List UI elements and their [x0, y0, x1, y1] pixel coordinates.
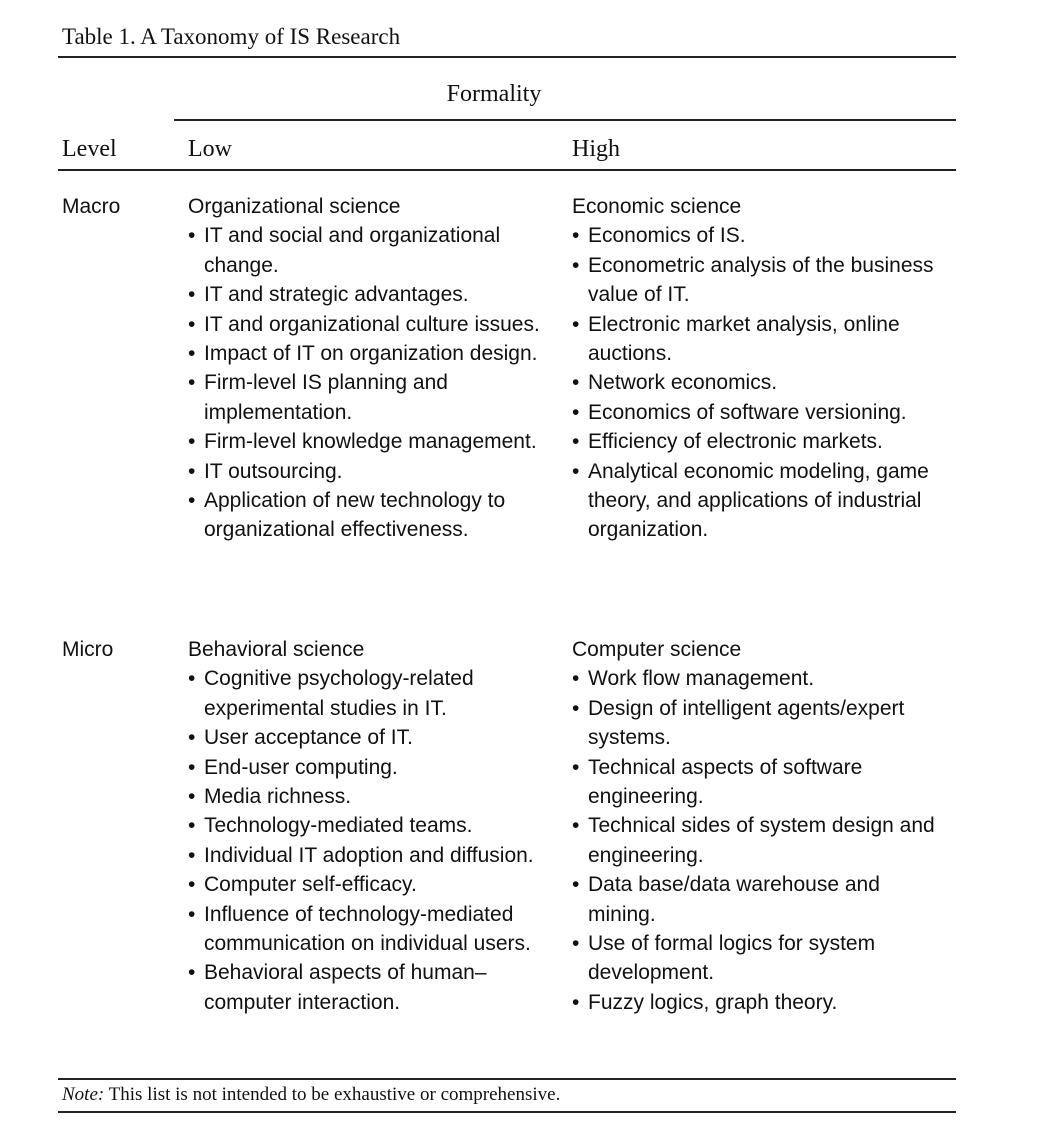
table-title: Table 1. A Taxonomy of IS Research — [62, 24, 401, 49]
bullet-icon: • — [572, 400, 580, 424]
bullet-icon: • — [572, 224, 580, 248]
list-item — [572, 753, 947, 812]
list-item — [188, 870, 560, 899]
bullet-icon: • — [188, 755, 196, 779]
cell-title: Economic science — [572, 195, 742, 218]
bullet-icon: • — [188, 667, 196, 691]
list-item — [188, 221, 558, 280]
bullet-icon: • — [188, 843, 196, 867]
bullet-icon: • — [188, 283, 196, 307]
list-item-text: Work flow management. — [588, 667, 815, 691]
table-note — [62, 1082, 560, 1108]
list-item-text: Analytical economic modeling, game theory, and applications of industrial organization. — [588, 459, 929, 542]
bullet-icon: • — [188, 489, 196, 513]
bullet-icon: • — [572, 990, 580, 1014]
list-item — [572, 694, 947, 753]
table-top-rule — [58, 56, 956, 58]
bullet-icon: • — [188, 785, 196, 809]
bullet-icon: • — [572, 371, 580, 395]
list-item-text: Application of new technology to organizational effectiveness. — [204, 489, 506, 542]
bullet-list — [188, 664, 560, 1017]
list-item-text: Cognitive psychology-related experimental studies in IT. — [204, 667, 474, 720]
bullet-icon: • — [188, 726, 196, 750]
bullet-icon: • — [572, 253, 580, 277]
list-item — [188, 958, 560, 1017]
list-item-text: Behavioral aspects of human–computer interaction. — [204, 961, 487, 1014]
list-item — [188, 310, 558, 339]
formality-header: Formality — [446, 81, 542, 107]
list-item — [188, 900, 560, 959]
list-item-text: User acceptance of IT. — [204, 726, 413, 750]
list-item-text: Network economics. — [588, 371, 778, 395]
bullet-icon: • — [188, 224, 196, 248]
bullet-icon: • — [572, 312, 580, 336]
bullet-icon: • — [572, 755, 580, 779]
list-item-text: Influence of technology-mediated communication on individual users. — [204, 902, 531, 956]
bullet-icon: • — [188, 312, 196, 336]
bullet-icon: • — [188, 873, 196, 897]
list-item — [572, 427, 947, 456]
bullet-icon: • — [188, 430, 196, 454]
list-item-text: Individual IT adoption and diffusion. — [204, 843, 534, 867]
list-item — [188, 841, 560, 870]
list-item — [572, 368, 947, 397]
list-item-text: Fuzzy logics, graph theory. — [588, 990, 838, 1014]
list-item-text: Design of intelligent agents/expert systems. — [588, 696, 905, 750]
list-item-text: Firm-level IS planning and implementation. — [204, 371, 448, 424]
cell-title: Computer science — [572, 638, 742, 661]
list-item-text: Media richness. — [204, 785, 352, 809]
list-item — [188, 280, 558, 309]
list-item — [572, 988, 947, 1017]
list-item — [188, 368, 558, 427]
bullet-icon: • — [188, 902, 196, 926]
list-item — [572, 811, 947, 870]
list-item-text: Computer self-efficacy. — [204, 873, 417, 897]
cell-micro-high — [572, 635, 947, 1017]
list-item — [188, 457, 558, 486]
list-item-text: Data base/data warehouse and mining. — [588, 873, 880, 926]
bullet-list — [572, 664, 947, 1017]
formality-rule — [174, 119, 956, 121]
header-rule — [58, 169, 956, 171]
note-rule — [58, 1111, 956, 1113]
list-item — [572, 664, 947, 693]
list-item-text: Technical sides of system design and engineering. — [588, 814, 935, 867]
bullet-icon: • — [572, 814, 580, 838]
list-item-text: Efficiency of electronic markets. — [588, 430, 883, 454]
list-item-text: IT and strategic advantages. — [204, 283, 469, 307]
bullet-icon: • — [572, 932, 580, 956]
cell-title: Organizational science — [188, 195, 401, 218]
low-column-header: Low — [188, 136, 232, 162]
list-item — [188, 753, 560, 782]
list-item-text: Econometric analysis of the business value of IT. — [588, 253, 934, 307]
bullet-icon: • — [572, 696, 580, 720]
list-item-text: IT and organizational culture issues. — [204, 312, 540, 336]
high-column-header: High — [572, 136, 620, 162]
list-item — [188, 723, 560, 752]
list-item-text: Firm-level knowledge management. — [204, 430, 537, 454]
table-bottom-rule — [58, 1078, 956, 1080]
note-label: Note: — [62, 1084, 105, 1105]
row-label-macro: Macro — [62, 195, 121, 218]
cell-title: Behavioral science — [188, 638, 365, 661]
bullet-icon: • — [188, 371, 196, 395]
list-item-text: IT outsourcing. — [204, 459, 343, 483]
list-item — [188, 339, 558, 368]
list-item — [188, 664, 560, 723]
list-item-text: Economics of IS. — [588, 224, 746, 248]
list-item — [572, 251, 947, 310]
bullet-icon: • — [188, 459, 196, 483]
list-item — [572, 221, 947, 250]
row-label-micro: Micro — [62, 638, 114, 661]
bullet-list — [188, 221, 558, 544]
list-item — [188, 782, 560, 811]
list-item-text: End-user computing. — [204, 755, 398, 779]
list-item — [572, 310, 947, 369]
list-item — [572, 929, 947, 988]
bullet-icon: • — [572, 873, 580, 897]
cell-macro-high — [572, 192, 947, 545]
list-item-text: Use of formal logics for system development. — [588, 932, 876, 985]
bullet-icon: • — [188, 814, 196, 838]
bullet-icon: • — [188, 342, 196, 366]
bullet-icon: • — [188, 961, 196, 985]
cell-macro-low — [188, 192, 558, 545]
bullet-list — [572, 221, 947, 544]
list-item-text: IT and social and organizational change. — [204, 224, 501, 277]
list-item-text: Technology-mediated teams. — [204, 814, 473, 838]
bullet-icon: • — [572, 667, 580, 691]
list-item — [188, 811, 560, 840]
list-item-text: Impact of IT on organization design. — [204, 342, 538, 366]
cell-micro-low — [188, 635, 560, 1017]
list-item — [572, 398, 947, 427]
bullet-icon: • — [572, 459, 580, 483]
note-text: This list is not intended to be exhaustive or comprehensive. — [108, 1084, 561, 1105]
list-item — [188, 486, 558, 545]
list-item-text: Economics of software versioning. — [588, 400, 907, 424]
list-item — [572, 870, 947, 929]
list-item-text: Electronic market analysis, online auctions. — [588, 312, 900, 366]
level-column-header: Level — [62, 136, 117, 162]
list-item — [188, 427, 558, 456]
list-item-text: Technical aspects of software engineering. — [588, 755, 863, 809]
bullet-icon: • — [572, 430, 580, 454]
list-item — [572, 457, 947, 545]
